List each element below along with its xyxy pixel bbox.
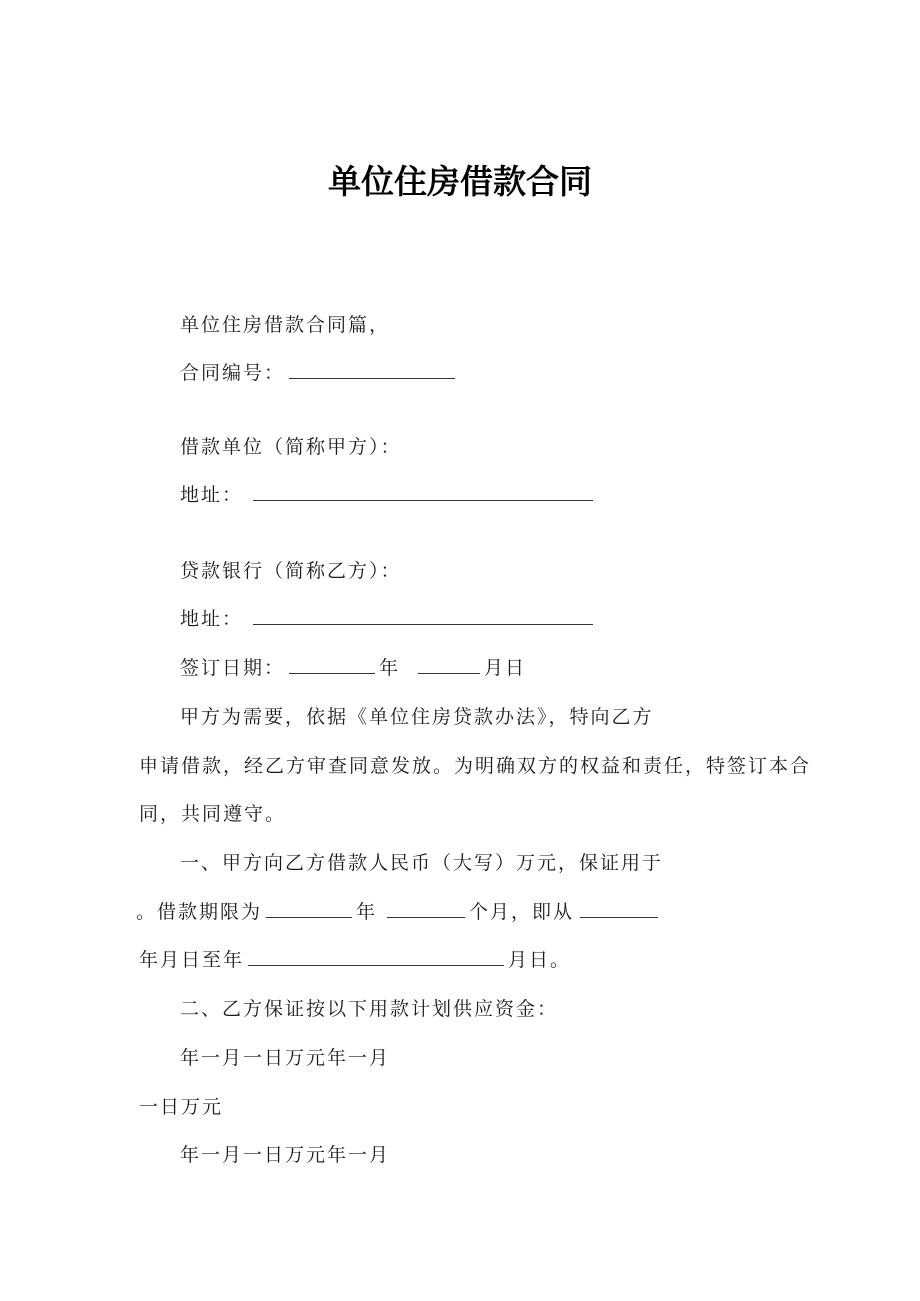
sign-year-text: 年: [379, 657, 401, 679]
loan-period-text: 年月日至年: [139, 949, 245, 971]
clause-1-line-3: [139, 947, 571, 973]
lender-address-row: [180, 606, 597, 632]
contract-number-blank[interactable]: [289, 360, 455, 379]
loan-start-blank[interactable]: [580, 899, 658, 918]
sign-month-blank[interactable]: [418, 655, 480, 674]
borrower-address-label: 地址：: [180, 484, 244, 506]
plan-line-1: 年一月一日万元年一月: [180, 1047, 391, 1069]
lender-address-label: 地址：: [180, 608, 244, 630]
lender-label: 贷款银行（简称乙方）：: [180, 560, 402, 582]
loan-period-end-text: 月日。: [508, 949, 572, 971]
contract-number-label: 合同编号：: [180, 362, 286, 384]
paragraph-1-line-1: 甲方为需要，依据《单位住房贷款办法》，特向乙方: [180, 706, 654, 728]
loan-term-years-blank[interactable]: [266, 899, 352, 918]
clause-2: 二、乙方保证按以下用款计划供应资金：: [180, 998, 559, 1020]
sign-month-day-text: 月日: [484, 657, 527, 679]
plan-line-2: 一日万元: [139, 1096, 224, 1118]
intro-line: 单位住房借款合同篇，: [180, 314, 391, 336]
paragraph-1-line-3: 同，共同遵守。: [139, 803, 287, 825]
sign-date-row: [180, 655, 526, 681]
borrower-address-blank[interactable]: [253, 482, 593, 501]
lender-address-blank[interactable]: [253, 606, 593, 625]
sign-date-label: 签订日期：: [180, 657, 286, 679]
clause-1-line-1: 一、甲方向乙方借款人民币（大写）万元，保证用于: [180, 852, 664, 874]
loan-term-months-blank[interactable]: [387, 899, 465, 918]
loan-end-blank[interactable]: [248, 947, 504, 966]
loan-term-label: 。借款期限为: [136, 901, 263, 923]
paragraph-1-line-2: 申请借款，经乙方审查同意发放。为明确双方的权益和责任，特签订本合: [139, 755, 812, 777]
contract-number-row: [180, 360, 459, 386]
plan-line-3: 年一月一日万元年一月: [180, 1144, 391, 1166]
sign-year-blank[interactable]: [289, 655, 375, 674]
borrower-label: 借款单位（简称甲方）：: [180, 436, 402, 458]
borrower-address-row: [180, 482, 597, 508]
document-title: 单位住房借款合同: [328, 162, 592, 201]
clause-1-line-2: [136, 899, 662, 925]
loan-term-months-text: 个月，即从: [469, 901, 575, 923]
loan-term-year-text: 年: [356, 901, 378, 923]
